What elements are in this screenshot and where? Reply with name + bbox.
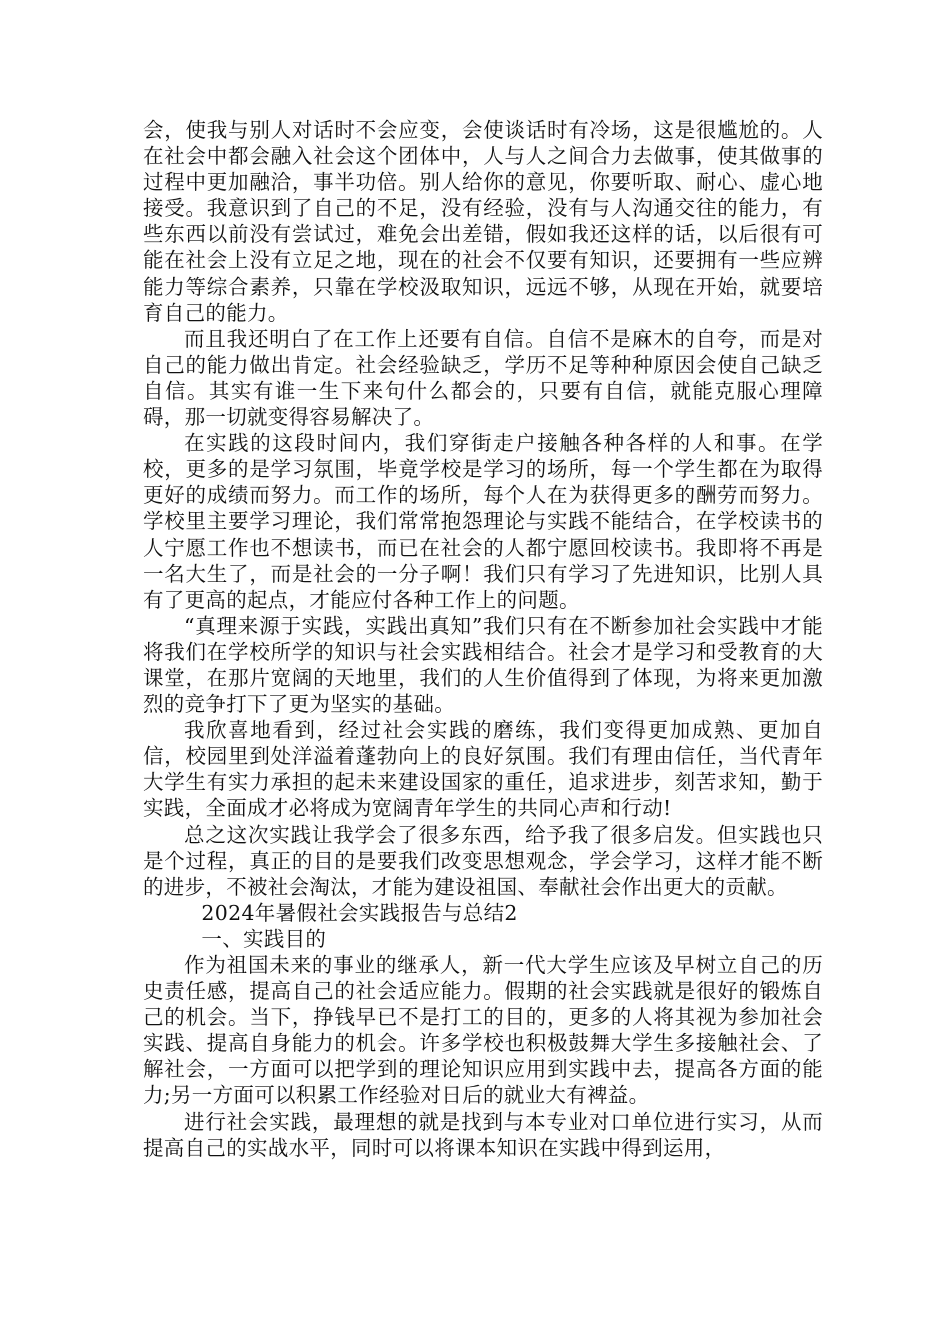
document-page	[143, 117, 823, 1161]
paragraph-internship: 进行社会实践，最理想的就是找到与本专业对口单位进行实习，从而提高自己的实战水平，同时可以将课本知识在实践中得到运用，	[143, 1109, 823, 1160]
section-heading-purpose: 一、实践目的	[201, 926, 327, 951]
paragraph-confidence: 而且我还明白了在工作上还要有自信。自信不是麻木的自夸，而是对自己的能力做出肯定。社会经验缺乏，学历不足等种种原因会使自己缺乏自信。其实有谁一生下来句什么都会的，只要有自信，就能克服心理障碍，那一切就变得容易解决了。	[143, 326, 823, 430]
paragraph-purpose: 作为祖国未来的事业的继承人，新一代大学生应该及早树立自己的历史责任感，提高自己的社会适应能力。假期的社会实践就是很好的锻炼自己的机会。当下，挣钱早已不是打工的目的，更多的人将其视为参加社会实践、提高自身能力的机会。许多学校也积极鼓舞大学生多接触社会、了解社会，一方面可以把学到的理论知识应用到实践中去，提高各方面的能力;另一方面可以积累工作经验对日后的就业大有裨益。	[143, 953, 823, 1108]
section-title: 2024年暑假社会实践报告与总结2	[201, 900, 518, 925]
paragraph-practice-period: 在实践的这段时间内，我们穿街走户接触各种各样的人和事。在学校，更多的是学习氛围，毕竟学校是学习的场所，每一个学生都在为取得更好的成绩而努力。而工作的场所，每个人在为获得更多的酬劳而努力。学校里主要学习理论，我们常常抱怨理论与实践不能结合，在学校读书的人宁愿工作也不想读书，而已在社会的人都宁愿回校读书。我即将不再是一名大生了，而是社会的一分子啊！我们只有学习了先进知识，比别人具有了更高的起点，才能应付各种工作上的问题。	[143, 431, 823, 612]
paragraph-truth-from-practice: “真理来源于实践，实践出真知”我们只有在不断参加社会实践中才能将我们在学校所学的知识与社会实践相结合。社会才是学习和受教育的大课堂，在那片宽阔的天地里，我们的人生价值得到了体现，为将来更加激烈的竞争打下了更为坚实的基础。	[143, 613, 823, 717]
paragraph-growth: 我欣喜地看到，经过社会实践的磨练，我们变得更加成熟、更加自信，校园里到处洋溢着蓬勃向上的良好氛围。我们有理由信任，当代青年大学生有实力承担的起未来建设国家的重任，追求进步，刻苦求知，勤于实践，全面成才必将成为宽阔青年学生的共同心声和行动!	[143, 718, 823, 821]
paragraph-continued: 会，使我与别人对话时不会应变，会使谈话时有冷场，这是很尴尬的。人在社会中都会融入社会这个团体中，人与人之间合力去做事，使其做事的过程中更加融洽，事半功倍。别人给你的意见，你要听取、耐心、虚心地接受。我意识到了自己的不足，没有经验，没有与人沟通交往的能力，有些东西以前没有尝试过，难免会出差错，假如我还这样的话，以后很有可能在社会上没有立足之地，现在的社会不仅要有知识，还要拥有一些应辨能力等综合素养，只靠在学校汲取知识，远远不够，从现在开始，就要培育自己的能力。	[143, 118, 823, 325]
paragraph-summary: 总之这次实践让我学会了很多东西，给予我了很多启发。但实践也只是个过程，真正的目的是要我们改变思想观念，学会学习，这样才能不断的进步，不被社会淘汰，才能为建设祖国、奉献社会作出更大的贡献。	[143, 822, 823, 899]
